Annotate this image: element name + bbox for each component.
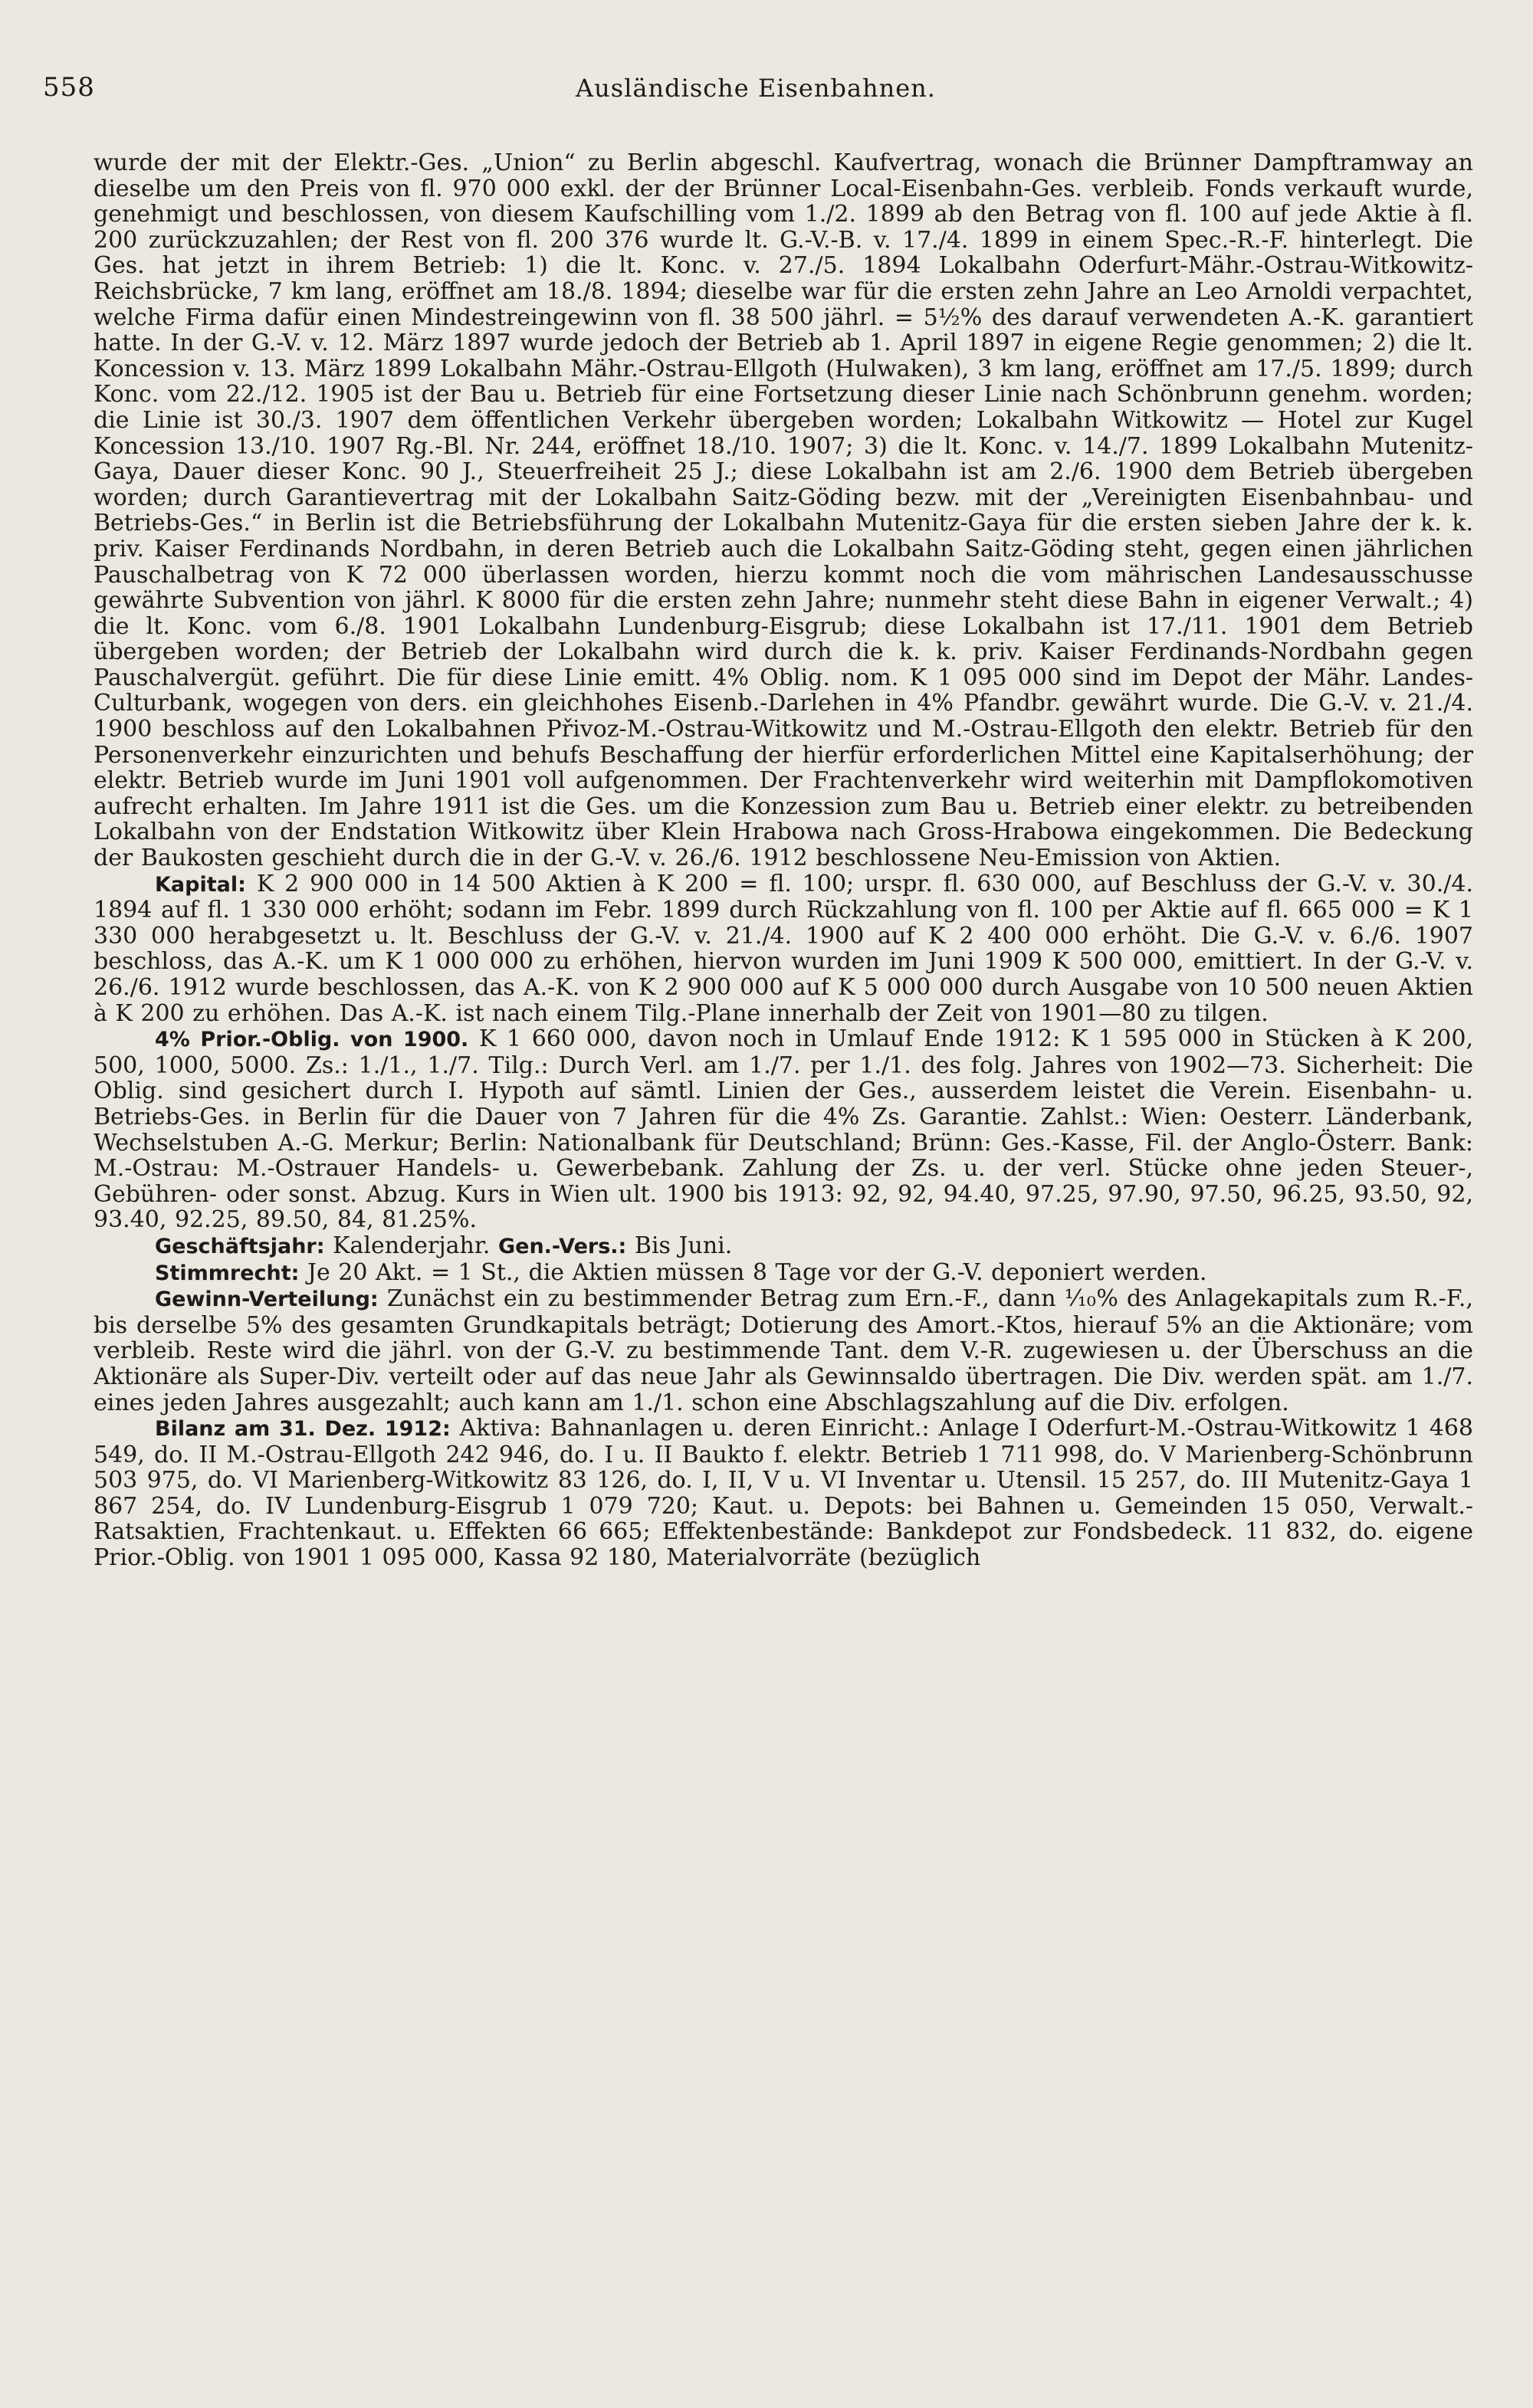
body-text	[94, 150, 1473, 1571]
page-number: 558	[43, 72, 95, 103]
section-lead-capital: Kapital:	[155, 872, 246, 897]
paragraph-voting-right	[94, 1260, 1473, 1287]
section-lead-general-meeting: Gen.-Vers.:	[497, 1234, 627, 1258]
page-header	[43, 72, 1469, 110]
paragraph-fiscal-year	[94, 1233, 1473, 1260]
paragraph-text: Zunächst ein zu bestimmender Betrag zum Ern.-F., dann ⅒% des Anlagekapitals zum R.-F., bis derselbe 5% des gesamten Grundkapitals beträgt; Dotierung des Amort.-Ktos, hierauf 5% an die Aktionäre; vom verbleib. Reste wird die jährl. von der G.-V. zu bestimmende Tant. dem V.-R. zugewiesen u. der Überschuss an die Aktionäre als Super-Div. verteilt oder auf das neue Jahr als Gewinnsaldo übertragen. Die Div. werden spät. am 1./7. eines jeden Jahres ausgezahlt; auch kann am 1./1. schon eine Abschlagszahlung auf die Div. erfolgen.	[94, 1285, 1473, 1416]
section-lead-voting-right: Stimmrecht:	[155, 1261, 300, 1285]
paragraph-balance-sheet	[94, 1416, 1473, 1571]
paragraph-priority-bonds	[94, 1026, 1473, 1233]
paragraph-text: K 2 900 000 in 14 500 Aktien à K 200 = fl. 100; urspr. fl. 630 000, auf Beschluss der G.-V. v. 30./4. 1894 auf fl. 1 330 000 erhöht; sodann im Febr. 1899 durch Rückzahlung von fl. 100 per Aktie auf fl. 665 000 = K 1 330 000 herabgesetzt u. lt. Beschluss der G.-V. v. 21./4. 1900 auf K 2 400 000 erhöht. Die G.-V. v. 6./6. 1907 beschloss, das A.-K. um K 1 000 000 zu erhöhen, hiervon wurden im Juni 1909 K 500 000, emittiert. In der G.-V. v. 26./6. 1912 wurde beschlossen, das A.-K. von K 2 900 000 auf K 5 000 000 durch Ausgabe von 10 500 neuen Aktien à K 200 zu erhöhen. Das A.-K. ist nach einem Tilg.-Plane innerhalb der Zeit von 1901—80 zu tilgen.	[94, 870, 1473, 1027]
paragraph-text: Je 20 Akt. = 1 St., die Aktien müssen 8 Tage vor der G.-V. deponiert werden.	[307, 1258, 1207, 1286]
section-lead-fiscal-year: Geschäftsjahr:	[155, 1234, 325, 1258]
paragraph-text: wurde der mit der Elektr.-Ges. „Union“ zu Berlin abgeschl. Kaufvertrag, wonach die Brünner Dampftramway an dieselbe um den Preis von fl. 970 000 exkl. der der Brünner Local-Eisenbahn-Ges. verbleib. Fonds verkauft wurde, genehmigt und beschlossen, von diesem Kaufschilling vom 1./2. 1899 ab den Betrag von fl. 100 auf jede Aktie à fl. 200 zurückzuzahlen; der Rest von fl. 200 376 wurde lt. G.-V.-B. v. 17./4. 1899 in einem Spec.-R.-F. hinterlegt. Die Ges. hat jetzt in ihrem Betrieb: 1) die lt. Konc. v. 27./5. 1894 Lokalbahn Oderfurt-Mähr.-Ostrau-Witkowitz-Reichsbrücke, 7 km lang, eröffnet am 18./8. 1894; dieselbe war für die ersten zehn Jahre an Leo Arnoldi verpachtet, welche Firma dafür einen Mindestreingewinn von fl. 38 500 jährl. = 5½% des darauf verwendeten A.-K. garantiert hatte. In der G.-V. v. 12. März 1897 wurde jedoch der Betrieb ab 1. April 1897 in eigene Regie genommen; 2) die lt. Koncession v. 13. März 1899 Lokalbahn Mähr.-Ostrau-Ellgoth (Hulwaken), 3 km lang, eröffnet am 17./5. 1899; durch Konc. vom 22./12. 1905 ist der Bau u. Betrieb für eine Fortsetzung dieser Linie nach Schönbrunn genehm. worden; die Linie ist 30./3. 1907 dem öffentlichen Verkehr übergeben worden; Lokalbahn Witkowitz — Hotel zur Kugel Koncession 13./10. 1907 Rg.-Bl. Nr. 244, eröffnet 18./10. 1907; 3) die lt. Konc. v. 14./7. 1899 Lokalbahn Mutenitz-Gaya, Dauer dieser Konc. 90 J., Steuerfreiheit 25 J.; diese Lokalbahn ist am 2./6. 1900 dem Betrieb übergeben worden; durch Garantievertrag mit der Lokalbahn Saitz-Göding bezw. mit der „Vereinigten Eisenbahnbau- und Betriebs-Ges.“ in Berlin ist die Betriebsführung der Lokalbahn Mutenitz-Gaya für die ersten sieben Jahre der k. k. priv. Kaiser Ferdinands Nordbahn, in deren Betrieb auch die Lokalbahn Saitz-Göding steht, gegen einen jährlichen Pauschalbetrag von K 72 000 überlassen worden, hierzu kommt noch die vom mährischen Landesausschusse gewährte Subvention von jährl. K 8000 für die ersten zehn Jahre; nunmehr steht diese Bahn in eigener Verwalt.; 4) die lt. Konc. vom 6./8. 1901 Lokalbahn Lundenburg-Eisgrub; diese Lokalbahn ist 17./11. 1901 dem Betrieb übergeben worden; der Betrieb der Lokalbahn wird durch die k. k. priv. Kaiser Ferdinands-Nordbahn gegen Pauschalvergüt. geführt. Die für diese Linie emitt. 4% Oblig. nom. K 1 095 000 sind im Depot der Mähr. Landes-Culturbank, wogegen von ders. ein gleichhohes Eisenb.-Darlehen in 4% Pfandbr. gewährt wurde. Die G.-V. v. 21./4. 1900 beschloss auf den Lokalbahnen Přivoz-M.-Ostrau-Witkowitz und M.-Ostrau-Ellgoth den elektr. Betrieb für den Personenverkehr einzurichten und behufs Beschaffung der hierfür erforderlichen Mittel eine Kapitalserhöhung; der elektr. Betrieb wurde im Juni 1901 voll aufgenommen. Der Frachtenverkehr wird weiterhin mit Dampflokomotiven aufrecht erhalten. Im Jahre 1911 ist die Ges. um die Konzession zum Bau u. Betrieb einer elektr. zu betreibenden Lokalbahn von der Endstation Witkowitz über Klein Hrabowa nach Gross-Hrabowa eingekommen. Die Bedeckung der Baukosten geschieht durch die in der G.-V. v. 26./6. 1912 beschlossene Neu-Emission von Aktien.	[94, 149, 1473, 872]
paragraph-history	[94, 150, 1473, 871]
paragraph-profit-distribution	[94, 1286, 1473, 1416]
paragraph-text-2: Bis Juni.	[634, 1232, 733, 1259]
paragraph-text: Kalenderjahr.	[333, 1232, 491, 1259]
section-lead-balance-sheet: Bilanz am 31. Dez. 1912:	[155, 1417, 451, 1442]
paragraph-text: Aktiva: Bahnanlagen u. deren Einricht.: Anlage I Oderfurt-M.-Ostrau-Witkowitz 1 468 549, do. II M.-Ostrau-Ellgoth 242 946, do. I u. II Baukto f. elektr. Betrieb 1 711 998, do. V Marienberg-Schönbrunn 503 975, do. VI Marienberg-Witkowitz 83 126, do. I, II, V u. VI Inventar u. Utensil. 15 257, do. III Mutenitz-Gaya 1 867 254, do. IV Lundenburg-Eisgrub 1 079 720; Kaut. u. Depots: bei Bahnen u. Gemeinden 15 050, Verwalt.-Ratsaktien, Frachtenkaut. u. Effekten 66 665; Effektenbestände: Bankdepot zur Fondsbedeck. 11 832, do. eigene Prior.-Oblig. von 1901 1 095 000, Kassa 92 180, Materialvorräte (bezüglich	[94, 1415, 1473, 1572]
paragraph-capital	[94, 871, 1473, 1027]
section-lead-priority-bonds: 4% Prior.-Oblig. von 1900.	[155, 1028, 469, 1052]
section-lead-profit-distribution: Gewinn-Verteilung:	[155, 1288, 379, 1312]
paragraph-text: K 1 660 000, davon noch in Umlauf Ende 1912: K 1 595 000 in Stücken à K 200, 500, 1000, 5000. Zs.: 1./1., 1./7. Tilg.: Durch Verl. am 1./7. per 1./1. des folg. Jahres von 1902—73. Sicherheit: Die Oblig. sind gesichert durch I. Hypoth auf sämtl. Linien der Ges., ausserdem leistet die Verein. Eisenbahn- u. Betriebs-Ges. in Berlin für die Dauer von 7 Jahren für die 4% Zs. Garantie. Zahlst.: Wien: Oesterr. Länderbank, Wechselstuben A.-G. Merkur; Berlin: Nationalbank für Deutschland; Brünn: Ges.-Kasse, Fil. der Anglo-Österr. Bank: M.-Ostrau: M.-Ostrauer Handels- u. Gewerbebank. Zahlung der Zs. u. der verl. Stücke ohne jeden Steuer-, Gebühren- oder sonst. Abzug. Kurs in Wien ult. 1900 bis 1913: 92, 92, 94.40, 97.25, 97.90, 97.50, 96.25, 93.50, 92, 93.40, 92.25, 89.50, 84, 81.25%.	[94, 1025, 1473, 1234]
running-title: Ausländische Eisenbahnen.	[576, 74, 936, 103]
